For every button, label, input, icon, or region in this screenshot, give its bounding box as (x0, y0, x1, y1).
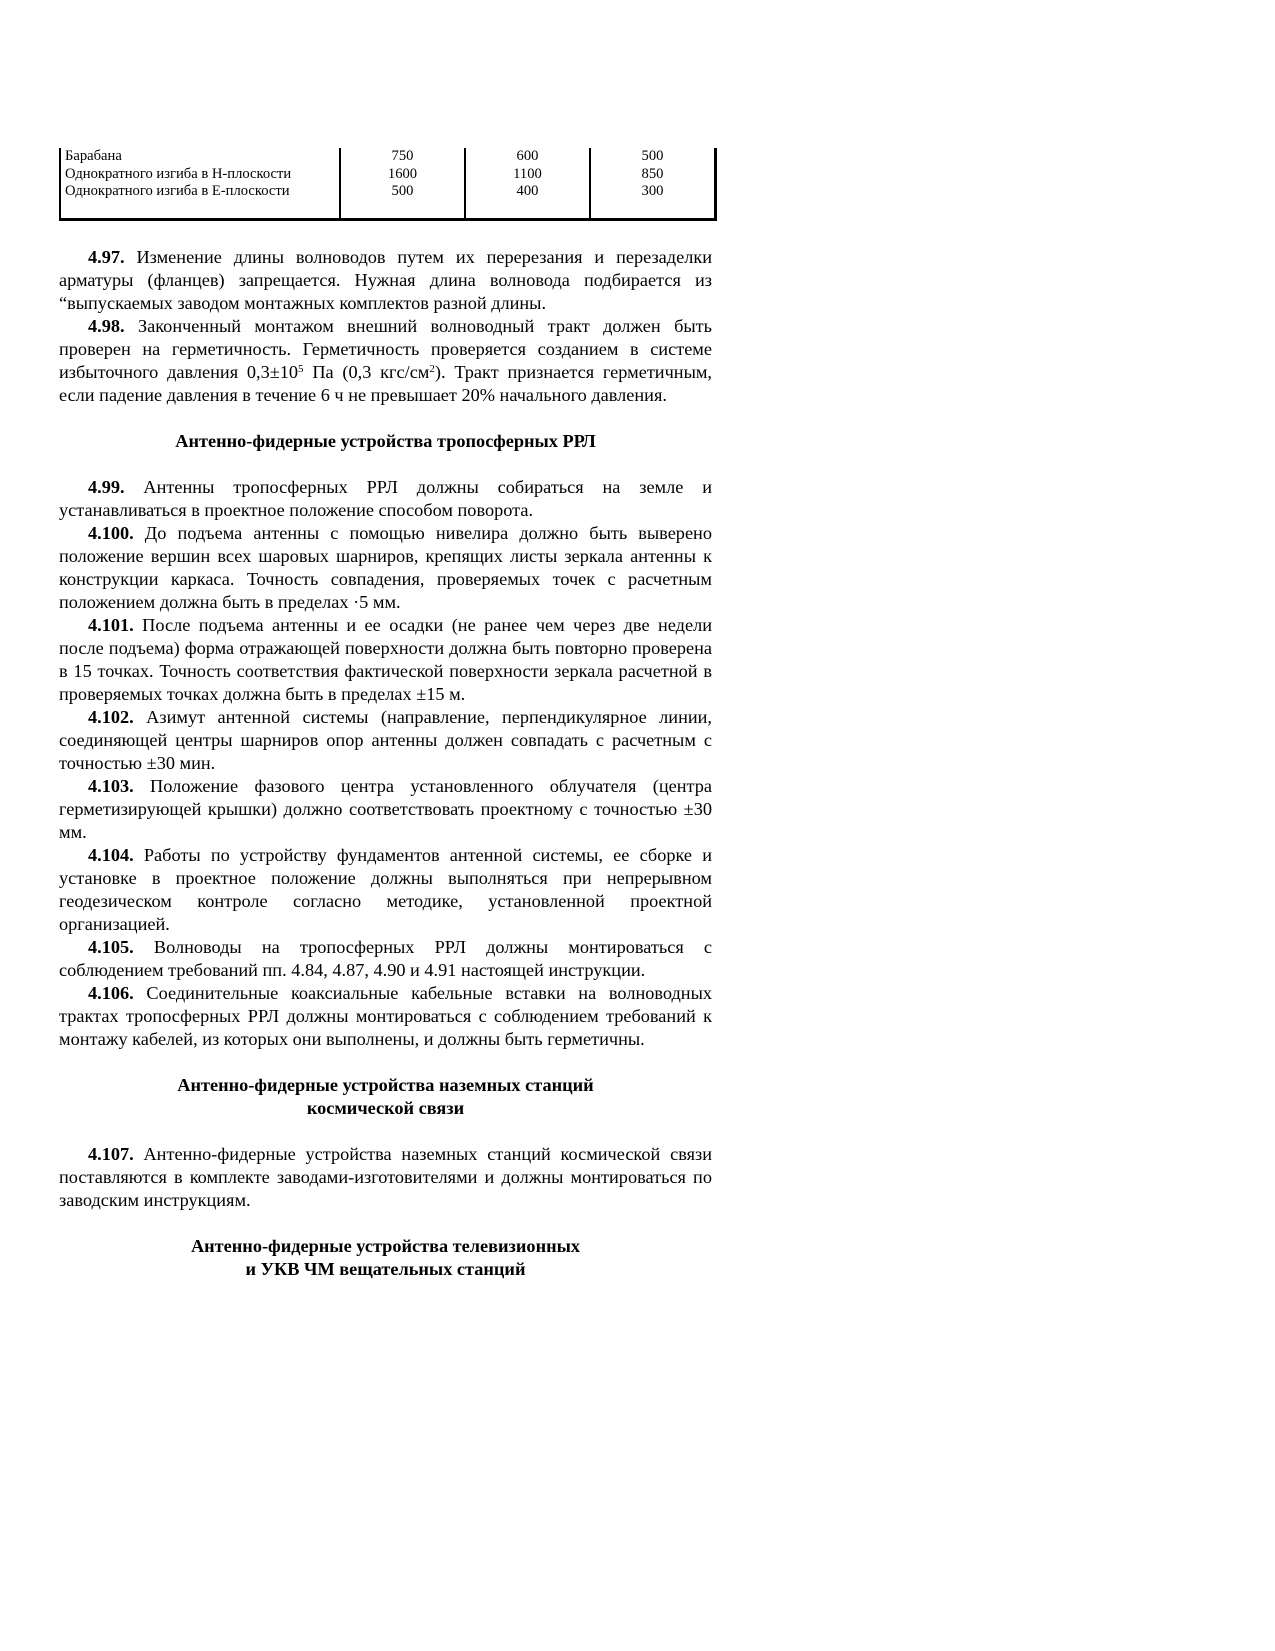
body-text (59, 246, 712, 1281)
paragraph-text: Работы по устройству фундаментов антенной системы, ее сборке и установке в проектное положение должны выполняться при непрерывном геодезическом контроле согласно методике, установленной проектной организацией. (59, 845, 712, 934)
paragraph-number: 4.98. (88, 316, 125, 336)
document-page (59, 148, 712, 1304)
paragraph-text: Па (0,3 кгс/см (303, 362, 430, 382)
table-cell: Барабана (65, 148, 122, 164)
value-column-3 (590, 148, 716, 220)
paragraph-number: 4.102. (88, 707, 134, 727)
superscript: 5 (298, 363, 304, 375)
value-column-2 (465, 148, 590, 220)
table-row (60, 148, 716, 220)
attenuation-table (59, 148, 717, 221)
paragraph-number: 4.100. (88, 523, 134, 543)
table-cell: 1600 (387, 165, 418, 182)
paragraph-number: 4.103. (88, 776, 134, 796)
paragraph-4-104 (59, 844, 712, 936)
paragraph-number: 4.104. (88, 845, 134, 865)
paragraph-4-98 (59, 315, 712, 407)
paragraph-4-99 (59, 476, 712, 522)
paragraph-text: ). Тракт признается герметичным, если падение давления в течение 6 ч не превышает 20% начального давления. (59, 362, 712, 405)
paragraph-text: Положение фазового центра установленного облучателя (центра герметизирующей крышки) должно соответствовать проектному с точностью ±30 мм. (59, 776, 712, 842)
paragraph-number: 4.107. (88, 1144, 134, 1164)
paragraph-4-106 (59, 982, 712, 1051)
section-heading: Антенно-фидерные устройства телевизионных и УКВ ЧМ вещательных станций (190, 1236, 581, 1279)
table-cell: 500 (641, 148, 664, 164)
paragraph-4-102 (59, 706, 712, 775)
paragraph-text: Соединительные коаксиальные кабельные вставки на волноводных трактах тропосферных РРЛ должны монтироваться с соблюдением требований к монтажу кабелей, из которых они выполнены, и должны быть герметичны. (59, 983, 712, 1049)
table-cell: 300 (641, 183, 664, 199)
paragraph-text: Изменение длины волноводов путем их перерезания и перезаделки арматуры (фланцев) запрещается. Нужная длина волновода подбирается из “выпускаемых заводом монтажных комплектов разной длины. (59, 247, 712, 313)
paragraph-number: 4.99. (88, 477, 125, 497)
paragraph-text: Волноводы на тропосферных РРЛ должны монтироваться с соблюдением требований пп. 4.84, 4.87, 4.90 и 4.91 настоящей инструкции. (59, 937, 712, 980)
table-cell: 750 (391, 148, 414, 164)
value-column-1 (340, 148, 465, 220)
paragraph-4-101 (59, 614, 712, 706)
paragraph-text: До подъема антенны с помощью нивелира должно быть выверено положение вершин всех шаровых шарниров, крепящих листы зеркала антенны к конструкции каркаса. Точность совпадения, проверяемых точек с расчетным положением должна быть в пределах ·5 мм. (59, 523, 712, 612)
table-cell: 500 (391, 183, 414, 199)
paragraph-4-107 (59, 1143, 712, 1212)
paragraph-number: 4.106. (88, 983, 134, 1003)
table-cell: 1100 (513, 165, 542, 182)
table-cell: 400 (516, 183, 539, 199)
row-labels-cell (60, 148, 340, 220)
paragraph-text: Азимут антенной системы (направление, перпендикулярное линии, соединяющей центры шарниров опор антенны должен совпадать с расчетным с точностью ±30 мин. (59, 707, 712, 773)
paragraph-text: Законченный монтажом внешний волноводный тракт должен быть проверен на герметичность. Герметичность проверяется созданием в системе избыточного давления 0,3±10 (59, 316, 712, 382)
paragraph-4-105 (59, 936, 712, 982)
paragraph-number: 4.97. (88, 247, 125, 267)
paragraph-4-100 (59, 522, 712, 614)
section-heading: Антенно-фидерные устройства тропосферных РРЛ (175, 431, 596, 451)
paragraph-number: 4.101. (88, 615, 134, 635)
table-cell: 600 (516, 148, 539, 164)
section-heading: Антенно-фидерные устройства наземных станций космической связи (177, 1075, 594, 1118)
paragraph-text: После подъема антенны и ее осадки (не ранее чем через две недели после подъема) форма отражающей поверхности должна быть повторно проверена в 15 точках. Точность соответствия фактической поверхности зеркала расчетной в проверяемых точках должна быть в пределах ±15 м. (59, 615, 712, 704)
paragraph-text: Антенно-фидерные устройства наземных станций космической связи поставляются в комплекте заводами-изготовителями и должны монтироваться по заводским инструкциям. (59, 1144, 712, 1210)
table-cell: 850 (641, 165, 664, 182)
superscript: 2 (429, 363, 435, 375)
table-cell: Однократного изгиба в Е-плоскости (65, 183, 290, 199)
paragraph-4-97 (59, 246, 712, 315)
paragraph-number: 4.105. (88, 937, 134, 957)
table-cell: Однократного изгиба в Н-плоскости (65, 165, 292, 182)
paragraph-4-103 (59, 775, 712, 844)
paragraph-text: Антенны тропосферных РРЛ должны собираться на земле и устанавливаться в проектное положение способом поворота. (59, 477, 712, 520)
